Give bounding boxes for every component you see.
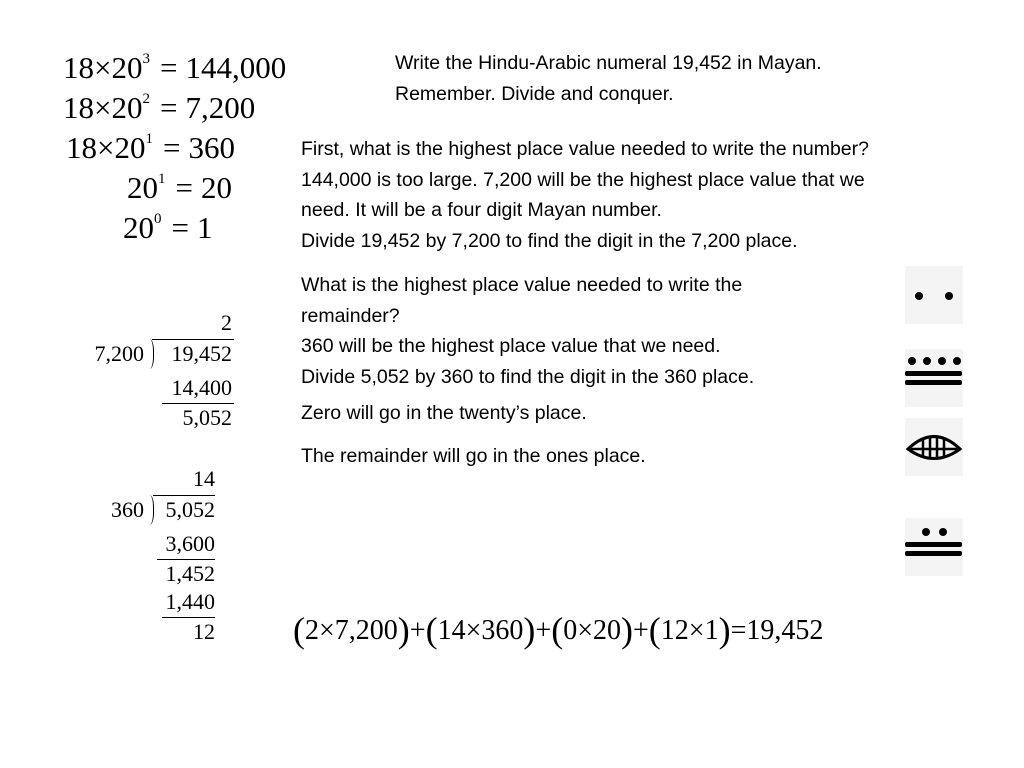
plus-sign: + (409, 615, 426, 646)
power-rhs: 20 (200, 170, 232, 205)
product-1: 3,600 (165, 531, 215, 556)
power-equation-2: $18\times 20^2 = 7,200$ (63, 90, 256, 125)
divisor: 360 (111, 497, 144, 522)
term-20: 0×20 (563, 615, 621, 646)
step-line: remainder? (301, 304, 400, 327)
subtraction-line (162, 403, 234, 404)
power-lhs: 18×20 (63, 50, 143, 85)
power-lhs: 18×20 (66, 130, 146, 165)
power-lhs: 18×20 (63, 90, 143, 125)
second-step-text (301, 270, 754, 392)
step-line: Divide 19,452 by 7,200 to find the digit in the 7,200 place. (301, 229, 798, 252)
power-equation-4: $20^1 = 20$ (127, 170, 232, 205)
quotient: 14 (193, 466, 215, 491)
ones-place-text: The remainder will go in the ones place. (301, 445, 646, 467)
power-rhs: 360 (188, 130, 235, 165)
dividend: 5,052 (165, 497, 215, 522)
power-lhs: 20 (123, 210, 154, 245)
intro-line: Remember. Divide and conquer. (395, 82, 674, 105)
first-step-text (301, 134, 869, 256)
power-exponent: 3 (142, 51, 150, 67)
remainder-1: 1,452 (165, 561, 215, 586)
dividend: 19,452 (171, 341, 232, 366)
power-exponent: 1 (145, 131, 153, 147)
mayan-fourteen-icon (905, 349, 963, 407)
quotient: 2 (221, 310, 232, 335)
term-1: 12×1 (660, 615, 719, 646)
power-lhs: 20 (127, 170, 158, 205)
power-rhs: 1 (196, 210, 213, 245)
product: 14,400 (171, 375, 232, 400)
term-360: 14×360 (437, 615, 524, 646)
plus-sign: + (632, 615, 649, 646)
power-equation-3: $18\times 20^1 = 360$ (66, 130, 235, 165)
mayan-zero-shell-icon (905, 418, 963, 476)
zero-place-text: Zero will go in the twenty’s place. (301, 402, 587, 424)
power-exponent: 2 (142, 91, 150, 107)
power-equation-5: $20^0 = 1$ (123, 210, 213, 245)
power-exponent: 0 (154, 211, 162, 227)
remainder: 5,052 (182, 405, 232, 430)
shell-icon (905, 418, 963, 476)
intro-line: Write the Hindu-Arabic numeral 19,452 in Mayan. (395, 52, 822, 74)
power-rhs: 7,200 (185, 90, 256, 125)
summary-result: =19,452 (730, 615, 824, 646)
intro-text (395, 48, 822, 109)
mayan-two-icon (905, 266, 963, 324)
step-line: 360 will be the highest place value that we need. (301, 335, 721, 357)
subtraction-line (157, 559, 215, 560)
step-line: First, what is the highest place value needed to write the number? (301, 138, 869, 160)
step-line: What is the highest place value needed to write the (301, 274, 743, 296)
subtraction-line (162, 617, 215, 618)
step-line: Divide 5,052 by 360 to find the digit in the 360 place. (301, 365, 755, 388)
mayan-twelve-icon (905, 518, 963, 576)
power-rhs: 144,000 (185, 50, 287, 85)
divisor: 7,200 (94, 341, 144, 366)
step-line: need. It will be a four digit Mayan number. (301, 199, 662, 221)
power-exponent: 1 (158, 171, 166, 187)
power-equation-1: $18\times 20^3 = 144,000$ (63, 50, 287, 85)
remainder-2: 12 (193, 619, 215, 644)
term-7200: 2×7,200 (305, 615, 398, 646)
summary-equation: (2×7,200)+(14×360)+(0×20)+(12×1)=19,452 (293, 610, 824, 650)
division-bar (153, 495, 215, 496)
division-bar (152, 339, 234, 340)
product-2: 1,440 (165, 589, 215, 614)
step-line: 144,000 is too large. 7,200 will be the highest place value that we (301, 168, 865, 191)
plus-sign: + (535, 615, 552, 646)
